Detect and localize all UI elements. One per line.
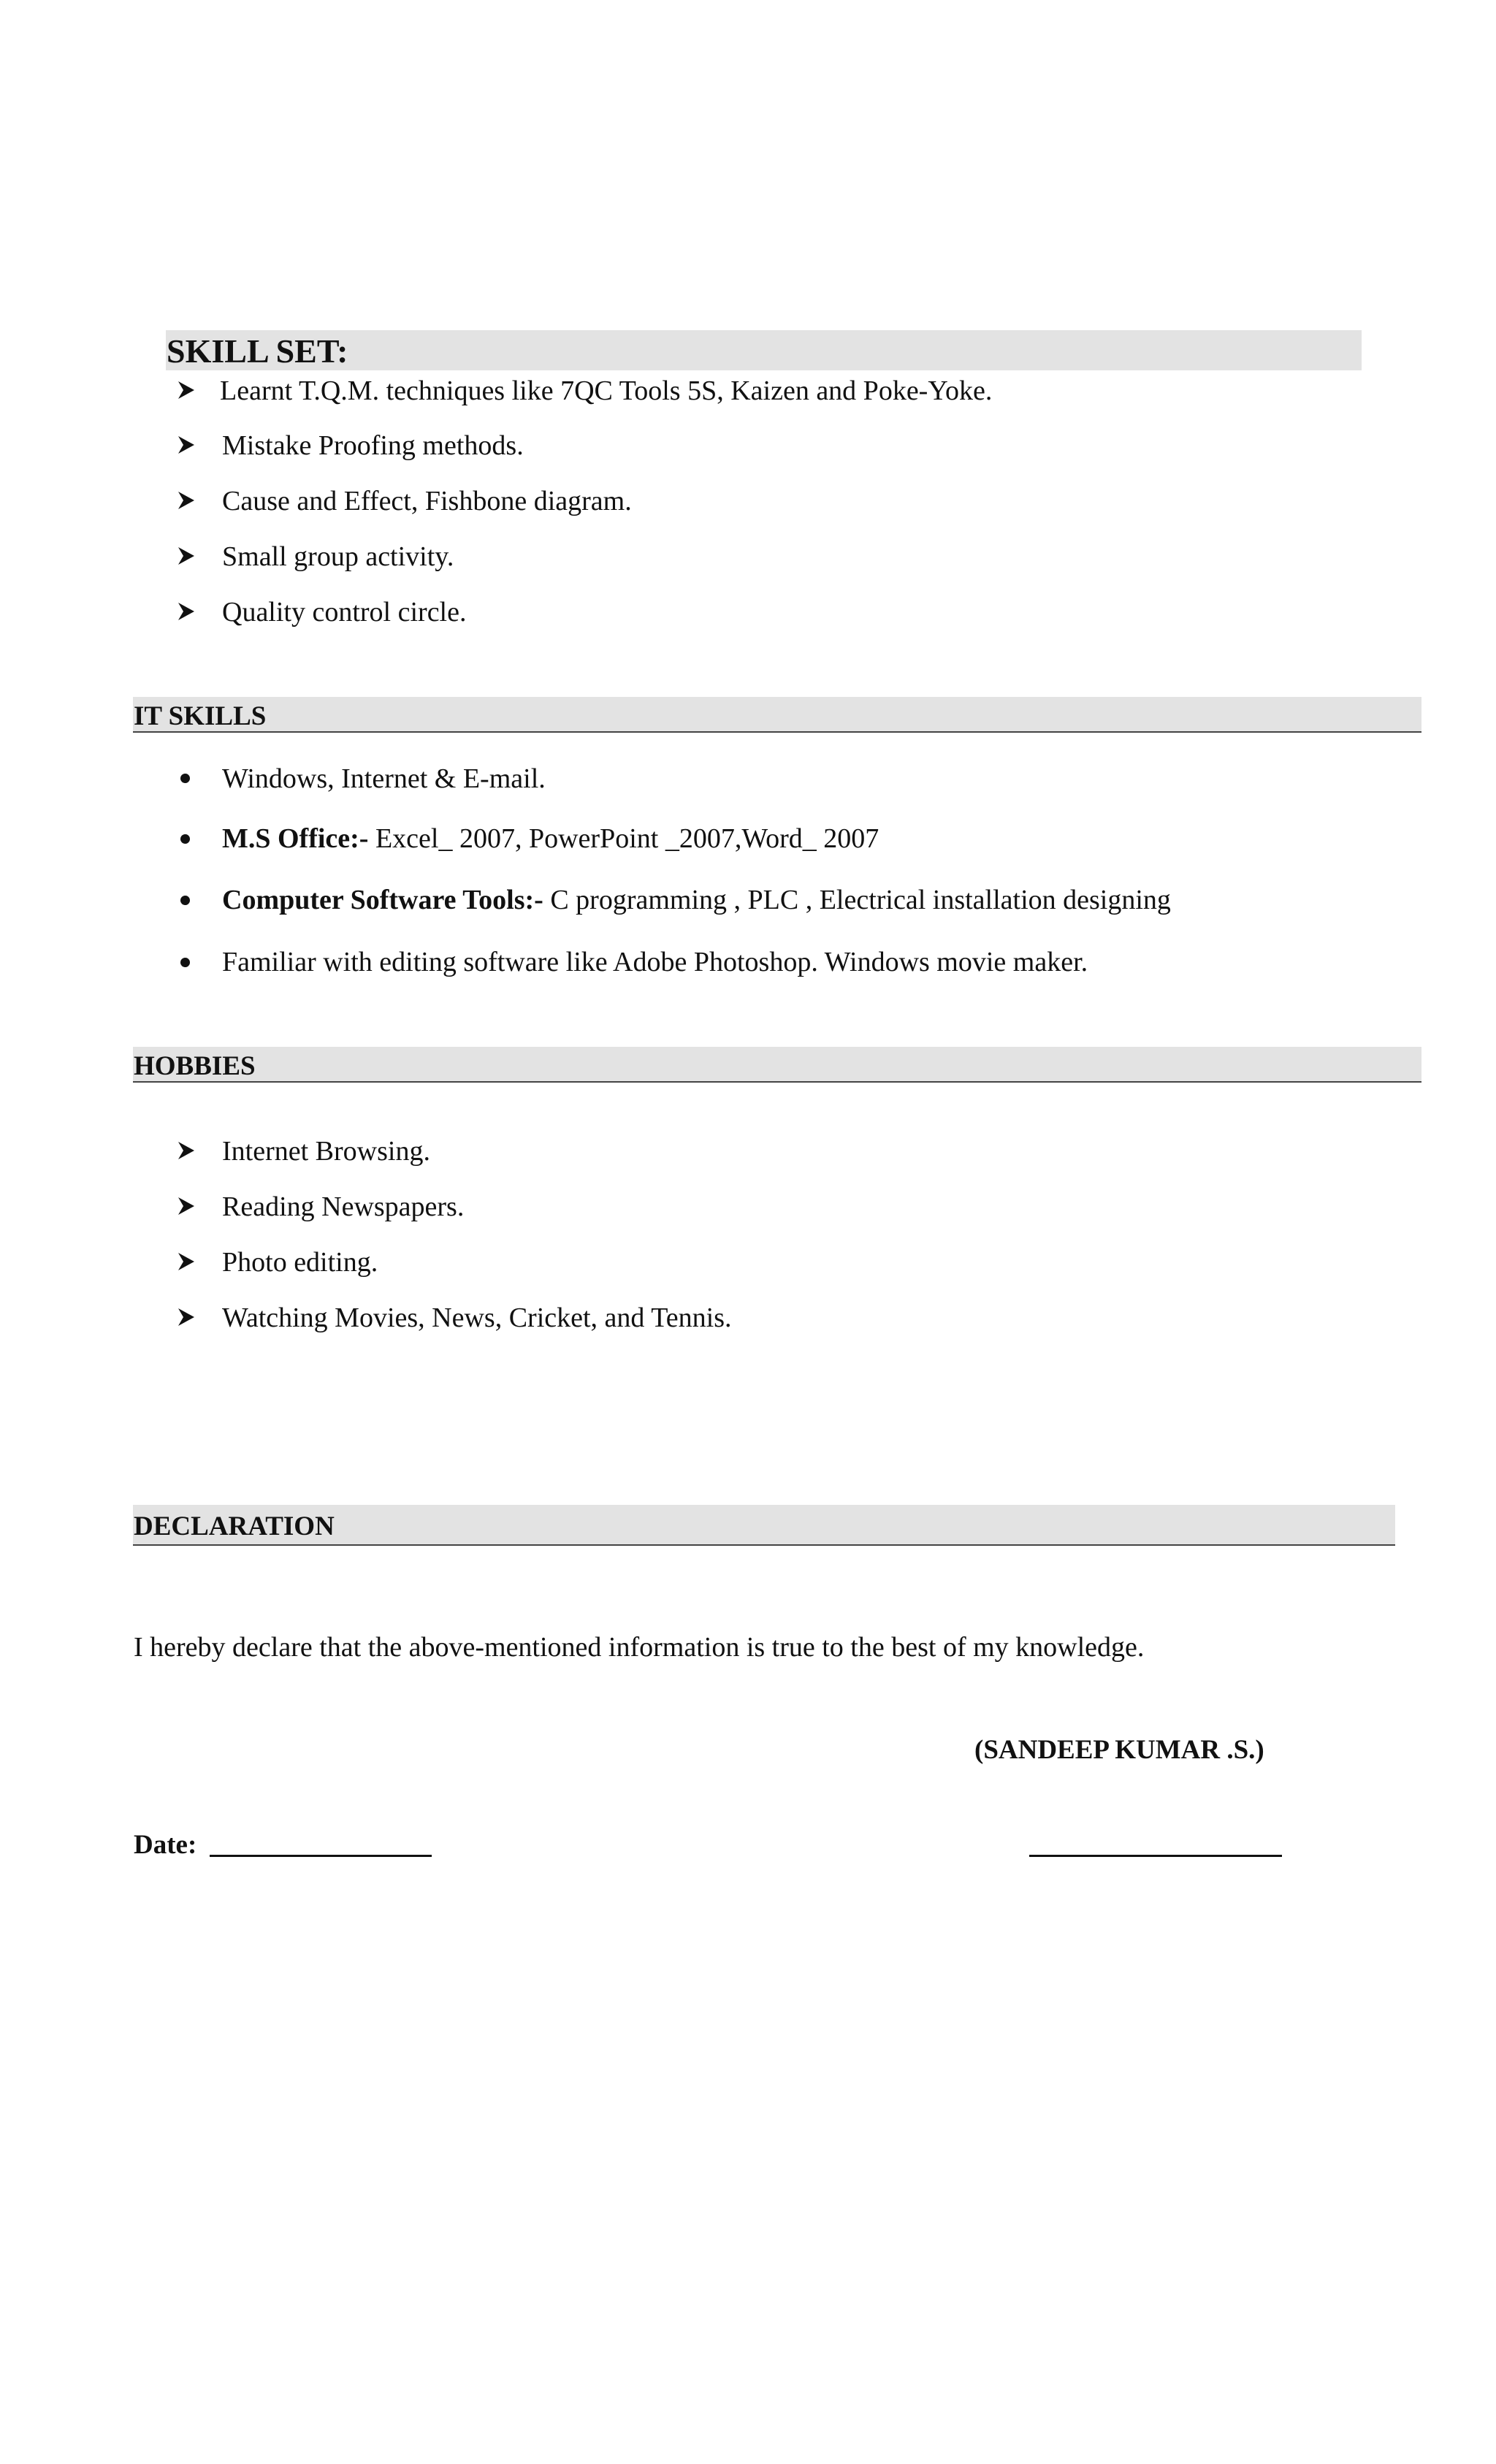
bullet-dot-icon bbox=[180, 958, 190, 967]
it-skills-heading-bar bbox=[133, 697, 1421, 733]
arrow-bullet-icon bbox=[177, 1307, 196, 1327]
bullet-dot-icon bbox=[180, 834, 190, 844]
bullet-dot-icon bbox=[180, 774, 190, 783]
hobbies-heading: HOBBIES bbox=[134, 1051, 256, 1081]
arrow-bullet-icon bbox=[177, 490, 196, 511]
date-line bbox=[210, 1855, 432, 1857]
it-skills-heading: IT SKILLS bbox=[134, 701, 267, 731]
hobby-item: Reading Newspapers. bbox=[222, 1191, 465, 1222]
signature-line bbox=[1029, 1855, 1282, 1857]
it-skills-item bbox=[222, 765, 546, 793]
hobby-item: Internet Browsing. bbox=[222, 1136, 430, 1167]
it-skills-item-label: M.S Office:- bbox=[222, 823, 369, 854]
it-skills-item-label: Computer Software Tools:- bbox=[222, 885, 543, 915]
skill-set-heading: SKILL SET: bbox=[167, 332, 348, 370]
skill-set-item: Learnt T.Q.M. techniques like 7QC Tools 5S, Kaizen and Poke-Yoke. bbox=[220, 375, 993, 406]
arrow-bullet-icon bbox=[177, 1251, 196, 1272]
it-skills-item bbox=[222, 825, 879, 853]
signatory-name: (SANDEEP KUMAR .S.) bbox=[974, 1735, 1264, 1765]
it-skills-item bbox=[222, 948, 1088, 976]
arrow-bullet-icon bbox=[177, 380, 196, 400]
bullet-dot-icon bbox=[180, 896, 190, 905]
date-label: Date: bbox=[134, 1830, 197, 1860]
it-skills-item-text: Familiar with editing software like Adobe Photoshop. Windows movie maker. bbox=[222, 947, 1088, 977]
hobby-item: Photo editing. bbox=[222, 1247, 378, 1278]
skill-set-item: Mistake Proofing methods. bbox=[222, 430, 524, 461]
skill-set-item: Cause and Effect, Fishbone diagram. bbox=[222, 486, 632, 516]
it-skills-item bbox=[222, 886, 1171, 914]
skill-set-item: Quality control circle. bbox=[222, 597, 467, 628]
hobbies-heading-bar bbox=[133, 1047, 1421, 1083]
arrow-bullet-icon bbox=[177, 1196, 196, 1216]
arrow-bullet-icon bbox=[177, 546, 196, 566]
skill-set-item: Small group activity. bbox=[222, 541, 454, 572]
declaration-heading: DECLARATION bbox=[134, 1511, 335, 1541]
arrow-bullet-icon bbox=[177, 1140, 196, 1161]
it-skills-item-text: Windows, Internet & E-mail. bbox=[222, 763, 546, 794]
it-skills-item-text: Excel_ 2007, PowerPoint _2007,Word_ 2007 bbox=[368, 823, 879, 854]
hobby-item: Watching Movies, News, Cricket, and Tennis. bbox=[222, 1302, 732, 1333]
arrow-bullet-icon bbox=[177, 435, 196, 455]
it-skills-item-text: C programming , PLC , Electrical installation designing bbox=[543, 885, 1171, 915]
arrow-bullet-icon bbox=[177, 601, 196, 622]
declaration-text: I hereby declare that the above-mentioned information is true to the best of my knowledge. bbox=[134, 1632, 1145, 1663]
